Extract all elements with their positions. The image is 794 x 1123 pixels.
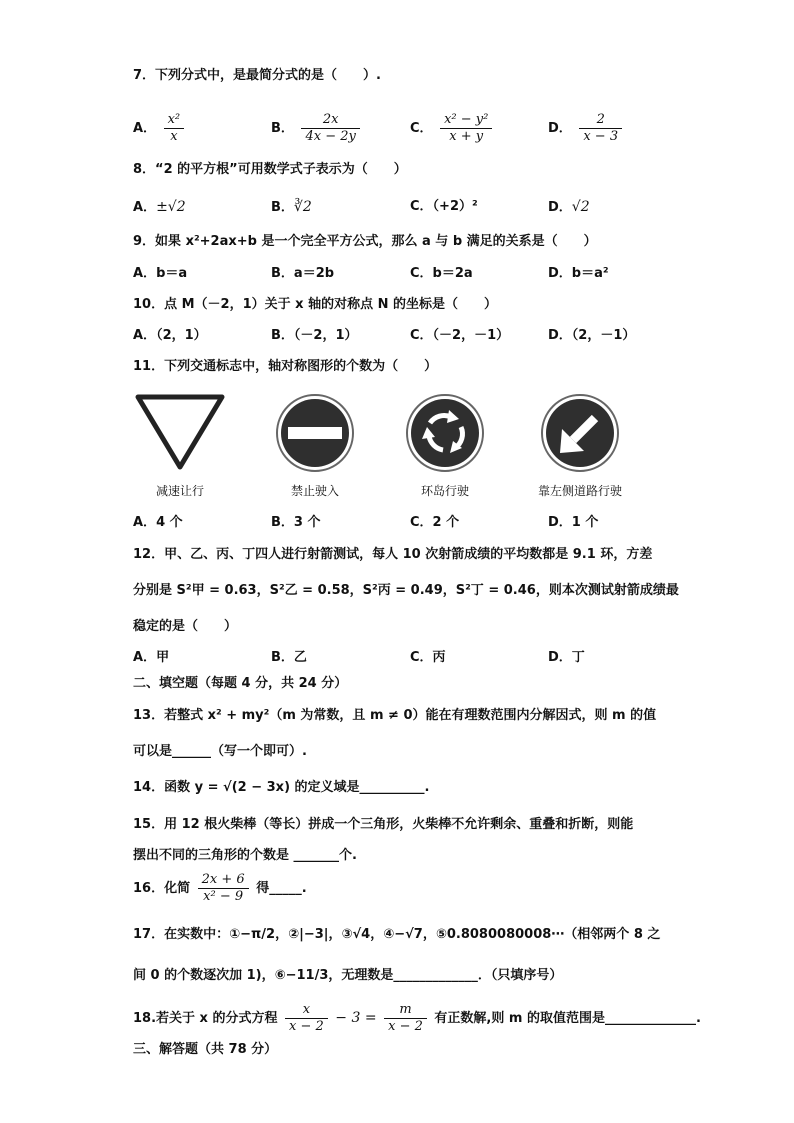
option-text: b＝a <box>156 266 188 281</box>
fraction <box>198 872 249 905</box>
q9-option-c[interactable] <box>410 264 473 284</box>
q8-option-d[interactable] <box>548 197 590 218</box>
fraction-denominator: x − 2 <box>384 1018 427 1035</box>
q17-line-1: 17．在实数中：①−π/2，②|−3|，③√4，④−√7，⑤0.8080080008⋯（相邻两个 8 之 <box>133 927 661 942</box>
option-letter: D． <box>548 266 572 281</box>
q18-line <box>133 1002 701 1035</box>
fraction-numerator: x <box>302 1002 311 1017</box>
option-text: （－2，1） <box>293 328 358 343</box>
fraction-numerator: x² − y² <box>444 112 489 127</box>
option-text: （2，－1） <box>571 328 636 343</box>
fraction <box>579 112 622 145</box>
q16-prefix: 16．化简 <box>133 881 191 896</box>
option-text: 丙 <box>432 650 446 665</box>
q12-line-2: 分别是 S²甲 = 0.63，S²乙 = 0.58，S²丙 = 0.49，S²丁 = 0.46，则本次测试射箭成绩最 <box>133 583 679 598</box>
option-text: （+2）² <box>432 199 478 214</box>
q18-prefix: 18.若关于 x 的分式方程 <box>133 1011 278 1026</box>
option-letter: A． <box>133 515 157 530</box>
option-text: 1 个 <box>571 515 599 530</box>
option-letter: B． <box>271 266 294 281</box>
section-heading-answer: 三、解答题（共 78 分） <box>133 1042 278 1057</box>
q9-option-a[interactable] <box>133 264 187 284</box>
option-letter: C． <box>410 515 433 530</box>
option-letter: B． <box>271 650 294 665</box>
q8-option-c[interactable] <box>410 197 478 217</box>
option-letter: A． <box>133 121 157 136</box>
q18-middle: − 3 = <box>335 1010 377 1026</box>
q15-line-2: 摆出不同的三角形的个数是 _______个. <box>133 848 357 863</box>
roundabout-sign-icon <box>405 393 485 473</box>
fraction <box>301 112 359 145</box>
fraction-numerator: x² <box>167 112 181 127</box>
option-letter: A． <box>133 200 157 215</box>
option-text: ±√2 <box>156 199 186 215</box>
sign-caption-roundabout: 环岛行驶 <box>420 484 469 498</box>
option-letter: A． <box>133 328 157 343</box>
q9-option-b[interactable] <box>271 264 334 284</box>
q11-option-c[interactable] <box>410 513 459 533</box>
q8-option-b[interactable] <box>271 197 312 218</box>
option-letter: D． <box>548 121 572 136</box>
keep-left-sign-icon <box>540 393 620 473</box>
q10-option-c[interactable] <box>410 326 509 346</box>
q10-option-a[interactable] <box>133 326 207 346</box>
fraction-numerator: 2x <box>322 112 339 127</box>
option-letter: D． <box>548 328 572 343</box>
option-text: （2，1） <box>156 328 207 343</box>
q16-line <box>133 872 307 905</box>
fraction-denominator: x² − 9 <box>198 888 249 905</box>
q12-option-b[interactable] <box>271 648 307 668</box>
q15-line-1: 15．用 12 根火柴棒（等长）拼成一个三角形，火柴棒不允许剩余、重叠和折断，则能 <box>133 817 634 832</box>
fraction-denominator: 4x − 2y <box>301 128 359 145</box>
option-text: 乙 <box>293 650 307 665</box>
option-text: 4 个 <box>156 515 183 530</box>
option-letter: B． <box>271 200 294 215</box>
q7-stem: 7．下列分式中，是最简分式的是（ ）. <box>133 68 381 83</box>
q10-option-d[interactable] <box>548 326 635 346</box>
q14-text: 14．函数 y = √(2 − 3x) 的定义域是__________. <box>133 780 430 795</box>
q12-line-3: 稳定的是（ ） <box>133 619 238 634</box>
q11-stem: 11．下列交通标志中，轴对称图形的个数为（ ） <box>133 359 438 374</box>
no-entry-sign-icon <box>275 393 355 473</box>
sign-caption-yield: 减速让行 <box>155 484 204 498</box>
option-text: ∛2 <box>293 199 312 215</box>
option-text: b＝a² <box>571 266 609 281</box>
fraction <box>384 1002 427 1035</box>
option-text: 3 个 <box>293 515 321 530</box>
q18-suffix: 有正数解,则 m 的取值范围是______________. <box>434 1011 701 1026</box>
fraction-numerator: m <box>399 1002 412 1017</box>
q7-option-c[interactable] <box>410 112 495 145</box>
q9-stem: 9．如果 x²+2ax+b 是一个完全平方公式，那么 a 与 b 满足的关系是（ ） <box>133 234 597 249</box>
q13-line-2: 可以是______（写一个即可）. <box>133 744 307 759</box>
option-letter: B． <box>271 121 294 136</box>
fraction-denominator: x − 3 <box>579 128 622 145</box>
q11-option-b[interactable] <box>271 513 321 533</box>
fraction-numerator: 2 <box>596 112 605 127</box>
section-heading-fill-in: 二、填空题（每题 4 分，共 24 分） <box>133 676 348 691</box>
option-letter: C． <box>410 266 433 281</box>
fraction <box>164 112 185 145</box>
option-letter: C． <box>410 121 433 136</box>
fraction-denominator: x <box>164 128 185 145</box>
q12-option-c[interactable] <box>410 648 446 668</box>
option-letter: C． <box>410 650 433 665</box>
q7-option-b[interactable] <box>271 112 363 145</box>
q7-option-d[interactable] <box>548 112 625 145</box>
q13-line-1: 13．若整式 x² + my²（m 为常数，且 m ≠ 0）能在有理数范围内分解因式，则 m 的值 <box>133 708 657 723</box>
q12-option-a[interactable] <box>133 648 169 668</box>
q7-option-a[interactable] <box>133 112 187 145</box>
option-text: b＝2a <box>432 266 473 281</box>
q12-line-1: 12．甲、乙、丙、丁四人进行射箭测试，每人 10 次射箭成绩的平均数都是 9.1 环，方差 <box>133 547 653 562</box>
option-text: 2 个 <box>432 515 460 530</box>
option-text: 甲 <box>156 650 170 665</box>
q10-option-b[interactable] <box>271 326 358 346</box>
option-letter: A． <box>133 650 157 665</box>
option-letter: D． <box>548 515 572 530</box>
q11-option-d[interactable] <box>548 513 598 533</box>
q10-stem: 10．点 M（－2，1）关于 x 轴的对称点 N 的坐标是（ ） <box>133 297 498 312</box>
option-text: √2 <box>571 199 590 215</box>
option-letter: C． <box>410 199 433 214</box>
fraction-denominator: x + y <box>440 128 492 145</box>
option-letter: A． <box>133 266 157 281</box>
yield-sign-icon <box>134 393 226 473</box>
option-letter: B． <box>271 328 294 343</box>
option-letter: B． <box>271 515 294 530</box>
q8-option-a[interactable] <box>133 197 186 218</box>
option-text: a＝2b <box>293 266 335 281</box>
q12-option-d[interactable] <box>548 648 585 668</box>
option-letter: C． <box>410 328 433 343</box>
sign-caption-keep-left: 靠左侧道路行驶 <box>537 484 622 498</box>
q17-line-2: 间 0 的个数逐次加 1)，⑥−11/3，无理数是_____________．（只填序号） <box>133 968 563 983</box>
q11-option-a[interactable] <box>133 513 183 533</box>
fraction-numerator: 2x + 6 <box>201 872 245 887</box>
fraction <box>440 112 492 145</box>
q8-stem: 8．“2 的平方根”可用数学式子表示为（ ） <box>133 162 407 177</box>
sign-caption-no-entry: 禁止驶入 <box>290 484 339 498</box>
option-letter: D． <box>548 650 572 665</box>
option-text: （－2，－1） <box>432 328 510 343</box>
q9-option-d[interactable] <box>548 264 609 284</box>
option-text: 丁 <box>571 650 585 665</box>
fraction <box>285 1002 328 1035</box>
option-letter: D． <box>548 200 572 215</box>
fraction-denominator: x − 2 <box>285 1018 328 1035</box>
q16-suffix: 得_____. <box>256 881 307 896</box>
